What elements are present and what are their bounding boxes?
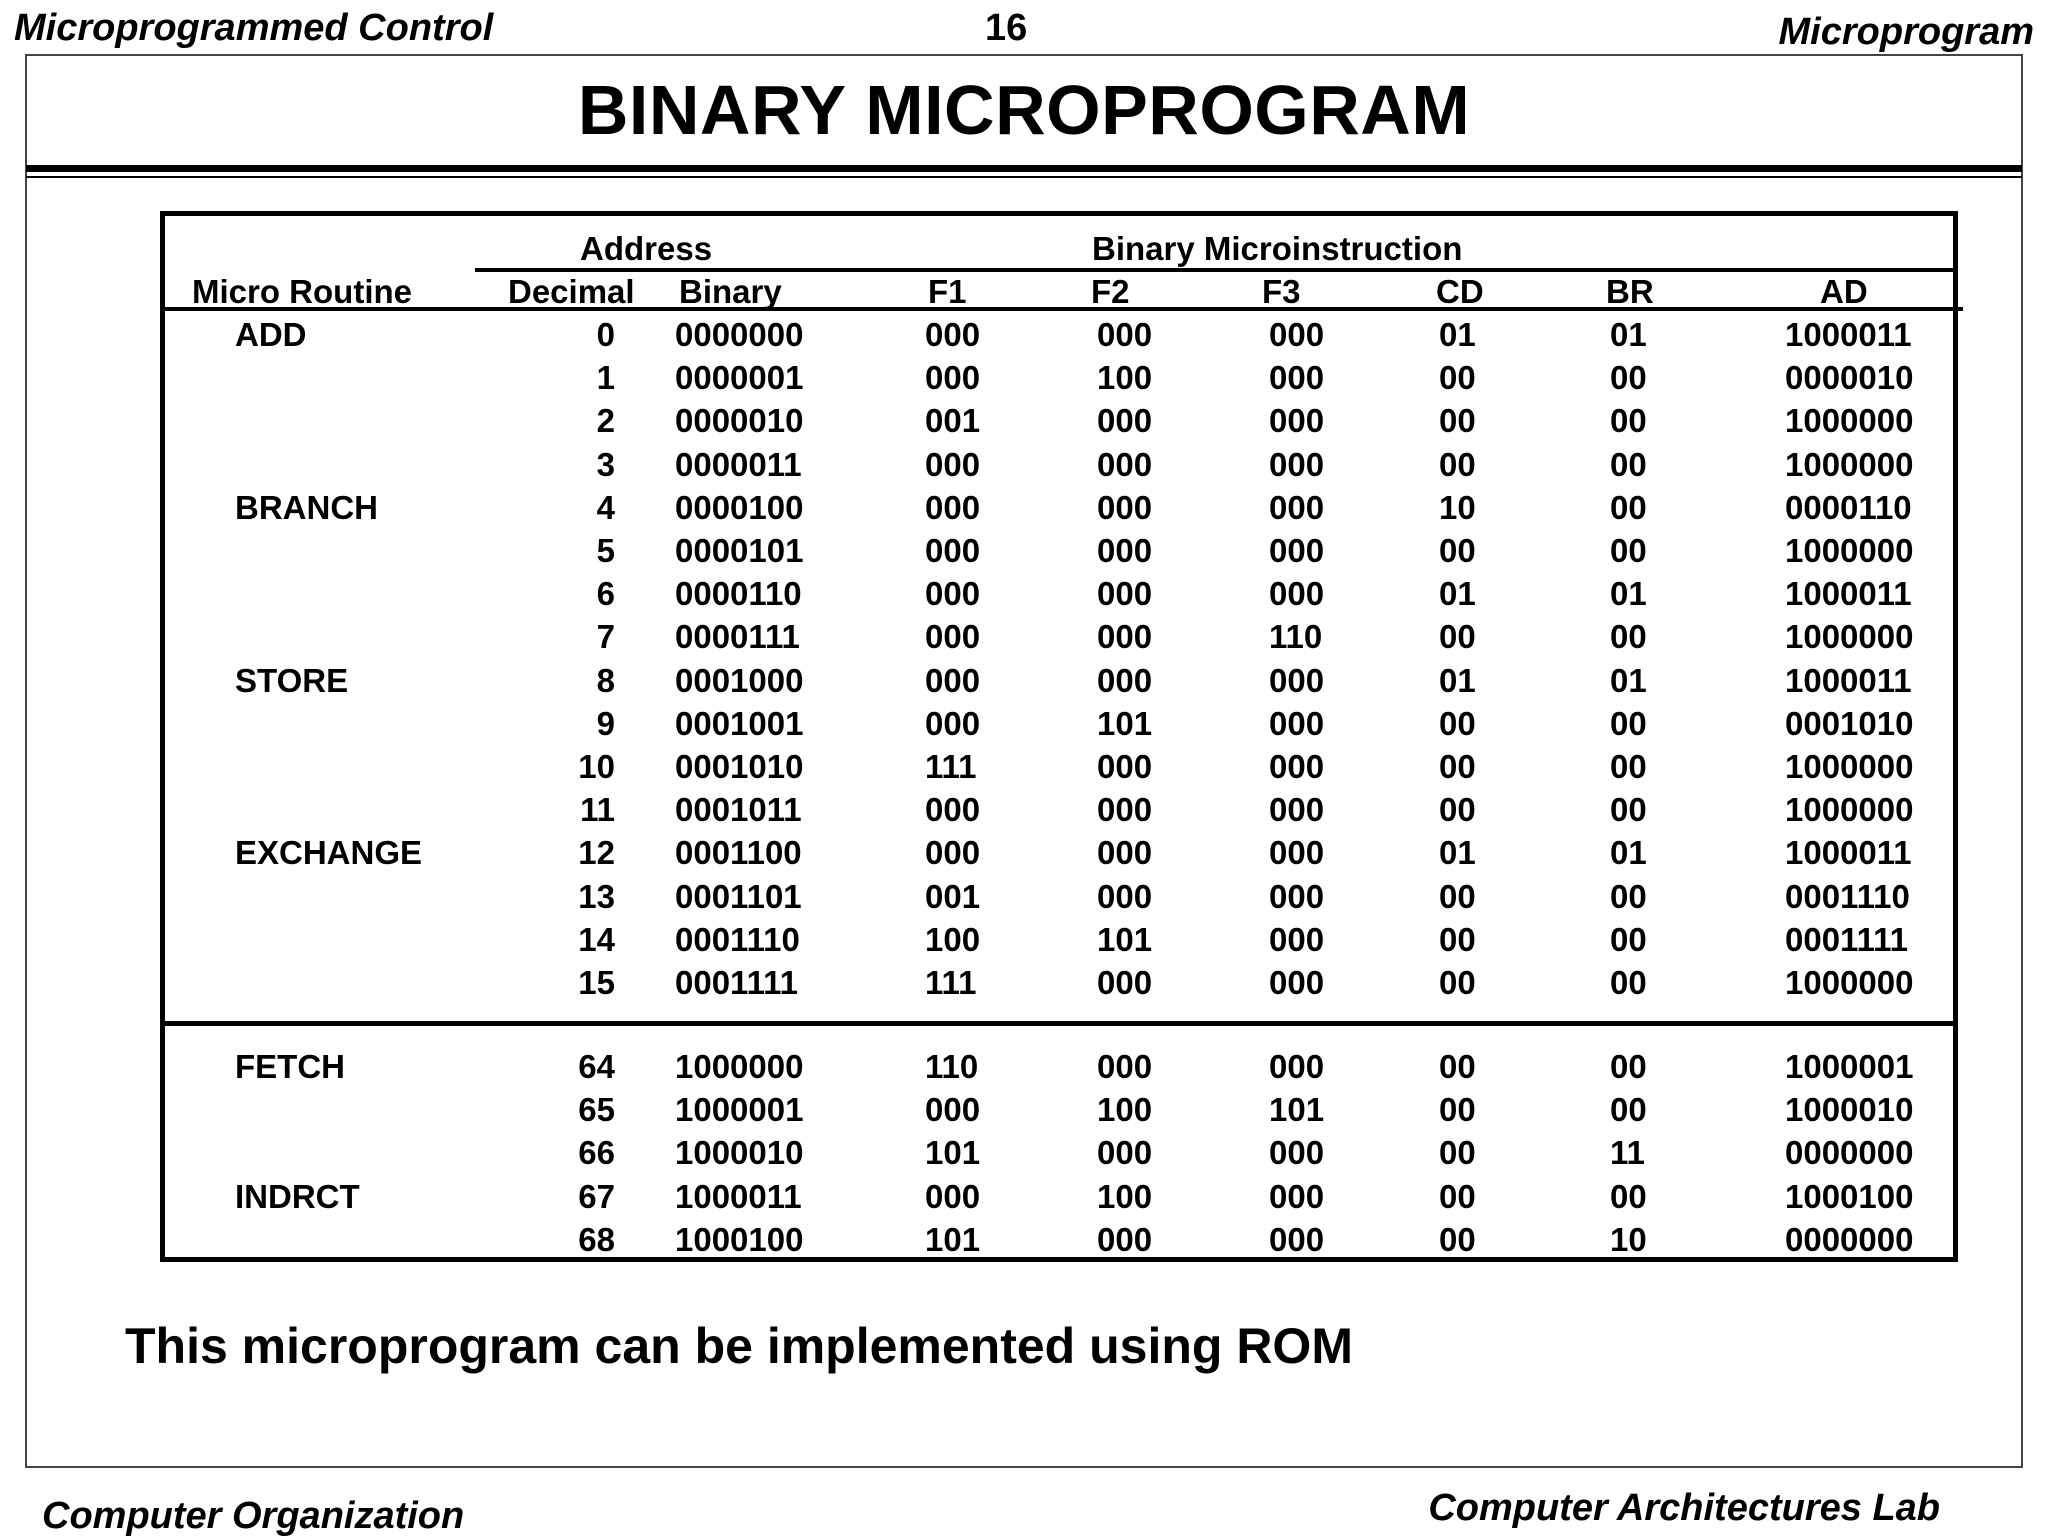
cell-f3: 000 bbox=[1269, 791, 1325, 829]
cell-br: 00 bbox=[1610, 532, 1647, 569]
cell-br: 00 bbox=[1610, 1048, 1647, 1085]
cell-binary: 0000101 bbox=[675, 532, 804, 569]
cell-cd: 00 bbox=[1439, 791, 1476, 829]
cell-br: 00 bbox=[1610, 445, 1647, 483]
header-course-topic: Microprogrammed Control bbox=[14, 7, 494, 49]
cell-ad: 1000000 bbox=[1785, 748, 1914, 785]
cell-f3: 000 bbox=[1269, 964, 1325, 1001]
cell-binary: 0001101 bbox=[675, 877, 802, 915]
cell-ad: 1000000 bbox=[1785, 532, 1914, 569]
column-header-decimal: Decimal bbox=[508, 273, 635, 310]
cell-f3: 000 bbox=[1269, 661, 1325, 699]
cell-br: 00 bbox=[1610, 877, 1647, 915]
cell-f1: 101 bbox=[925, 1134, 981, 1172]
cell-binary: 1000010 bbox=[675, 1134, 804, 1172]
cell-f2: 101 bbox=[1097, 920, 1153, 958]
cell-binary: 1000001 bbox=[675, 1091, 804, 1129]
cell-ad: 1000000 bbox=[1785, 618, 1914, 656]
cell-decimal: 4 bbox=[596, 488, 615, 526]
column-header-f2: F2 bbox=[1091, 273, 1130, 310]
cell-cd: 00 bbox=[1439, 402, 1476, 440]
header-bottom-rule bbox=[165, 307, 1963, 311]
cell-f2: 000 bbox=[1097, 445, 1153, 483]
cell-cd: 00 bbox=[1439, 748, 1476, 785]
cell-br: 01 bbox=[1610, 575, 1647, 613]
cell-f1: 000 bbox=[925, 575, 981, 613]
cell-decimal: 8 bbox=[596, 661, 615, 699]
column-header-f3: F3 bbox=[1262, 273, 1301, 310]
cell-br: 00 bbox=[1610, 618, 1647, 656]
cell-decimal: 0 bbox=[596, 316, 615, 353]
cell-decimal: 13 bbox=[578, 877, 615, 915]
cell-cd: 01 bbox=[1439, 316, 1476, 353]
microprogram-table bbox=[160, 211, 1958, 1262]
cell-binary: 0001010 bbox=[675, 748, 804, 785]
cell-br: 00 bbox=[1610, 488, 1647, 526]
cell-ad: 1000000 bbox=[1785, 791, 1914, 829]
cell-decimal: 5 bbox=[596, 532, 615, 569]
cell-decimal: 68 bbox=[578, 1220, 615, 1258]
cell-binary: 0000000 bbox=[675, 316, 804, 353]
cell-f3: 000 bbox=[1269, 1220, 1325, 1258]
cell-f3: 000 bbox=[1269, 532, 1325, 569]
cell-ad: 1000011 bbox=[1785, 316, 1912, 353]
cell-f3: 000 bbox=[1269, 575, 1325, 613]
cell-decimal: 67 bbox=[578, 1177, 615, 1215]
cell-decimal: 6 bbox=[596, 575, 615, 613]
cell-ad: 1000000 bbox=[1785, 964, 1914, 1001]
cell-binary: 0000010 bbox=[675, 402, 804, 440]
rom-footnote: This microprogram can be implemented using ROM bbox=[125, 1318, 1353, 1374]
cell-br: 00 bbox=[1610, 704, 1647, 742]
cell-cd: 00 bbox=[1439, 618, 1476, 656]
cell-binary: 0001100 bbox=[675, 834, 802, 872]
page-number: 16 bbox=[985, 7, 1028, 49]
cell-micro-routine: FETCH bbox=[235, 1048, 345, 1085]
column-header-br: BR bbox=[1606, 273, 1654, 310]
cell-f1: 110 bbox=[925, 1048, 979, 1085]
cell-f1: 000 bbox=[925, 1177, 981, 1215]
cell-binary: 0001110 bbox=[675, 920, 800, 958]
cell-f2: 000 bbox=[1097, 402, 1153, 440]
cell-f1: 001 bbox=[925, 877, 981, 915]
cell-cd: 00 bbox=[1439, 877, 1476, 915]
cell-micro-routine: STORE bbox=[235, 661, 349, 699]
cell-f2: 000 bbox=[1097, 575, 1153, 613]
column-header-cd: CD bbox=[1436, 273, 1484, 310]
cell-f1: 000 bbox=[925, 532, 981, 569]
cell-f1: 000 bbox=[925, 1091, 981, 1129]
cell-f3: 000 bbox=[1269, 488, 1325, 526]
cell-binary: 0000100 bbox=[675, 488, 804, 526]
column-header-ad: AD bbox=[1820, 273, 1868, 310]
cell-f3: 110 bbox=[1269, 618, 1323, 656]
cell-cd: 00 bbox=[1439, 532, 1476, 569]
cell-f1: 000 bbox=[925, 359, 981, 397]
cell-cd: 10 bbox=[1439, 488, 1476, 526]
cell-cd: 00 bbox=[1439, 445, 1476, 483]
cell-f2: 000 bbox=[1097, 748, 1153, 785]
footer-course: Computer Organization bbox=[42, 1495, 465, 1537]
cell-ad: 1000001 bbox=[1785, 1048, 1914, 1085]
cell-br: 01 bbox=[1610, 834, 1647, 872]
cell-f1: 000 bbox=[925, 316, 981, 353]
cell-f2: 000 bbox=[1097, 532, 1153, 569]
cell-f2: 000 bbox=[1097, 1220, 1153, 1258]
cell-cd: 00 bbox=[1439, 920, 1476, 958]
column-header-f1: F1 bbox=[928, 273, 967, 310]
cell-binary: 1000100 bbox=[675, 1220, 804, 1258]
cell-f1: 000 bbox=[925, 834, 981, 872]
cell-decimal: 64 bbox=[578, 1048, 615, 1085]
cell-f1: 111 bbox=[925, 964, 977, 1001]
cell-decimal: 3 bbox=[596, 445, 615, 483]
cell-f1: 000 bbox=[925, 791, 981, 829]
cell-decimal: 11 bbox=[580, 791, 615, 829]
cell-micro-routine: BRANCH bbox=[235, 488, 378, 526]
page-title: BINARY MICROPROGRAM bbox=[577, 71, 1471, 149]
cell-f1: 000 bbox=[925, 445, 981, 483]
cell-f1: 000 bbox=[925, 488, 981, 526]
cell-ad: 1000000 bbox=[1785, 402, 1914, 440]
cell-cd: 00 bbox=[1439, 1134, 1476, 1172]
cell-binary: 1000011 bbox=[675, 1177, 802, 1215]
cell-br: 00 bbox=[1610, 920, 1647, 958]
cell-cd: 00 bbox=[1439, 1177, 1476, 1215]
cell-f3: 000 bbox=[1269, 920, 1325, 958]
cell-f2: 000 bbox=[1097, 488, 1153, 526]
cell-f3: 101 bbox=[1269, 1091, 1325, 1129]
cell-binary: 0000001 bbox=[675, 359, 804, 397]
cell-cd: 00 bbox=[1439, 704, 1476, 742]
cell-br: 00 bbox=[1610, 1091, 1647, 1129]
cell-binary: 0001001 bbox=[675, 704, 804, 742]
cell-ad: 1000011 bbox=[1785, 834, 1912, 872]
cell-f2: 100 bbox=[1097, 359, 1153, 397]
cell-cd: 00 bbox=[1439, 359, 1476, 397]
cell-cd: 00 bbox=[1439, 1220, 1476, 1258]
cell-br: 00 bbox=[1610, 964, 1647, 1001]
cell-f1: 001 bbox=[925, 402, 981, 440]
group-header-binary-microinstruction: Binary Microinstruction bbox=[1092, 230, 1463, 267]
cell-binary: 0000110 bbox=[675, 575, 802, 613]
cell-f1: 101 bbox=[925, 1220, 981, 1258]
cell-br: 00 bbox=[1610, 748, 1647, 785]
cell-binary: 0001111 bbox=[675, 964, 799, 1001]
cell-cd: 01 bbox=[1439, 661, 1476, 699]
cell-f2: 100 bbox=[1097, 1177, 1153, 1215]
cell-br: 00 bbox=[1610, 791, 1647, 829]
cell-ad: 1000011 bbox=[1785, 575, 1912, 613]
cell-f1: 000 bbox=[925, 704, 981, 742]
cell-f3: 000 bbox=[1269, 704, 1325, 742]
cell-ad: 1000010 bbox=[1785, 1091, 1914, 1129]
cell-micro-routine: INDRCT bbox=[235, 1177, 360, 1215]
cell-f3: 000 bbox=[1269, 316, 1325, 353]
cell-decimal: 10 bbox=[578, 748, 615, 785]
group-header-address: Address bbox=[580, 230, 713, 267]
cell-f2: 000 bbox=[1097, 834, 1153, 872]
cell-binary: 0001011 bbox=[675, 791, 802, 829]
cell-f3: 000 bbox=[1269, 1134, 1325, 1172]
cell-cd: 00 bbox=[1439, 964, 1476, 1001]
cell-ad: 0001110 bbox=[1785, 877, 1910, 915]
title-rule-thin bbox=[26, 176, 2022, 178]
cell-f2: 000 bbox=[1097, 791, 1153, 829]
cell-ad: 0000110 bbox=[1785, 488, 1912, 526]
cell-br: 01 bbox=[1610, 316, 1647, 353]
cell-f2: 101 bbox=[1097, 704, 1153, 742]
cell-f2: 000 bbox=[1097, 1134, 1153, 1172]
cell-ad: 0000000 bbox=[1785, 1220, 1914, 1258]
section-divider bbox=[165, 1021, 1958, 1026]
column-header-binary: Binary bbox=[679, 273, 782, 310]
cell-decimal: 14 bbox=[578, 920, 615, 958]
cell-cd: 01 bbox=[1439, 575, 1476, 613]
cell-f1: 100 bbox=[925, 920, 981, 958]
cell-ad: 1000000 bbox=[1785, 445, 1914, 483]
cell-f2: 000 bbox=[1097, 1048, 1153, 1085]
cell-cd: 01 bbox=[1439, 834, 1476, 872]
cell-binary: 0001000 bbox=[675, 661, 804, 699]
cell-f3: 000 bbox=[1269, 402, 1325, 440]
cell-decimal: 9 bbox=[596, 704, 615, 742]
cell-decimal: 65 bbox=[578, 1091, 615, 1129]
column-header-micro-routine: Micro Routine bbox=[192, 273, 412, 310]
cell-f2: 000 bbox=[1097, 877, 1153, 915]
title-rule-thick bbox=[26, 165, 2022, 172]
cell-ad: 1000100 bbox=[1785, 1177, 1914, 1215]
cell-br: 00 bbox=[1610, 1177, 1647, 1215]
cell-decimal: 12 bbox=[578, 834, 615, 872]
cell-f2: 000 bbox=[1097, 316, 1153, 353]
cell-f2: 000 bbox=[1097, 618, 1153, 656]
cell-binary: 0000011 bbox=[675, 445, 802, 483]
cell-decimal: 1 bbox=[596, 359, 615, 397]
footer-lab: Computer Architectures Lab bbox=[1428, 1487, 1940, 1529]
cell-ad: 0001111 bbox=[1785, 920, 1909, 958]
cell-f3: 000 bbox=[1269, 748, 1325, 785]
cell-ad: 1000011 bbox=[1785, 661, 1912, 699]
cell-micro-routine: ADD bbox=[235, 316, 307, 353]
cell-f3: 000 bbox=[1269, 877, 1325, 915]
cell-br: 00 bbox=[1610, 402, 1647, 440]
cell-decimal: 2 bbox=[596, 402, 615, 440]
cell-f1: 111 bbox=[925, 748, 977, 785]
cell-micro-routine: EXCHANGE bbox=[235, 834, 423, 872]
cell-f2: 000 bbox=[1097, 661, 1153, 699]
cell-f3: 000 bbox=[1269, 359, 1325, 397]
cell-binary: 1000000 bbox=[675, 1048, 804, 1085]
cell-f3: 000 bbox=[1269, 1177, 1325, 1215]
header-section: Microprogram bbox=[1778, 11, 2034, 53]
cell-br: 11 bbox=[1610, 1134, 1645, 1172]
cell-f3: 000 bbox=[1269, 445, 1325, 483]
cell-f2: 100 bbox=[1097, 1091, 1153, 1129]
cell-cd: 00 bbox=[1439, 1091, 1476, 1129]
cell-f1: 000 bbox=[925, 661, 981, 699]
cell-f2: 000 bbox=[1097, 964, 1153, 1001]
cell-ad: 0001010 bbox=[1785, 704, 1914, 742]
cell-ad: 0000010 bbox=[1785, 359, 1914, 397]
cell-ad: 0000000 bbox=[1785, 1134, 1914, 1172]
cell-binary: 0000111 bbox=[675, 618, 800, 656]
cell-decimal: 66 bbox=[578, 1134, 615, 1172]
cell-f1: 000 bbox=[925, 618, 981, 656]
cell-br: 00 bbox=[1610, 359, 1647, 397]
cell-f3: 000 bbox=[1269, 1048, 1325, 1085]
cell-decimal: 7 bbox=[596, 618, 615, 656]
cell-br: 10 bbox=[1610, 1220, 1647, 1258]
cell-cd: 00 bbox=[1439, 1048, 1476, 1085]
cell-br: 01 bbox=[1610, 661, 1647, 699]
cell-decimal: 15 bbox=[578, 964, 615, 1001]
cell-f3: 000 bbox=[1269, 834, 1325, 872]
